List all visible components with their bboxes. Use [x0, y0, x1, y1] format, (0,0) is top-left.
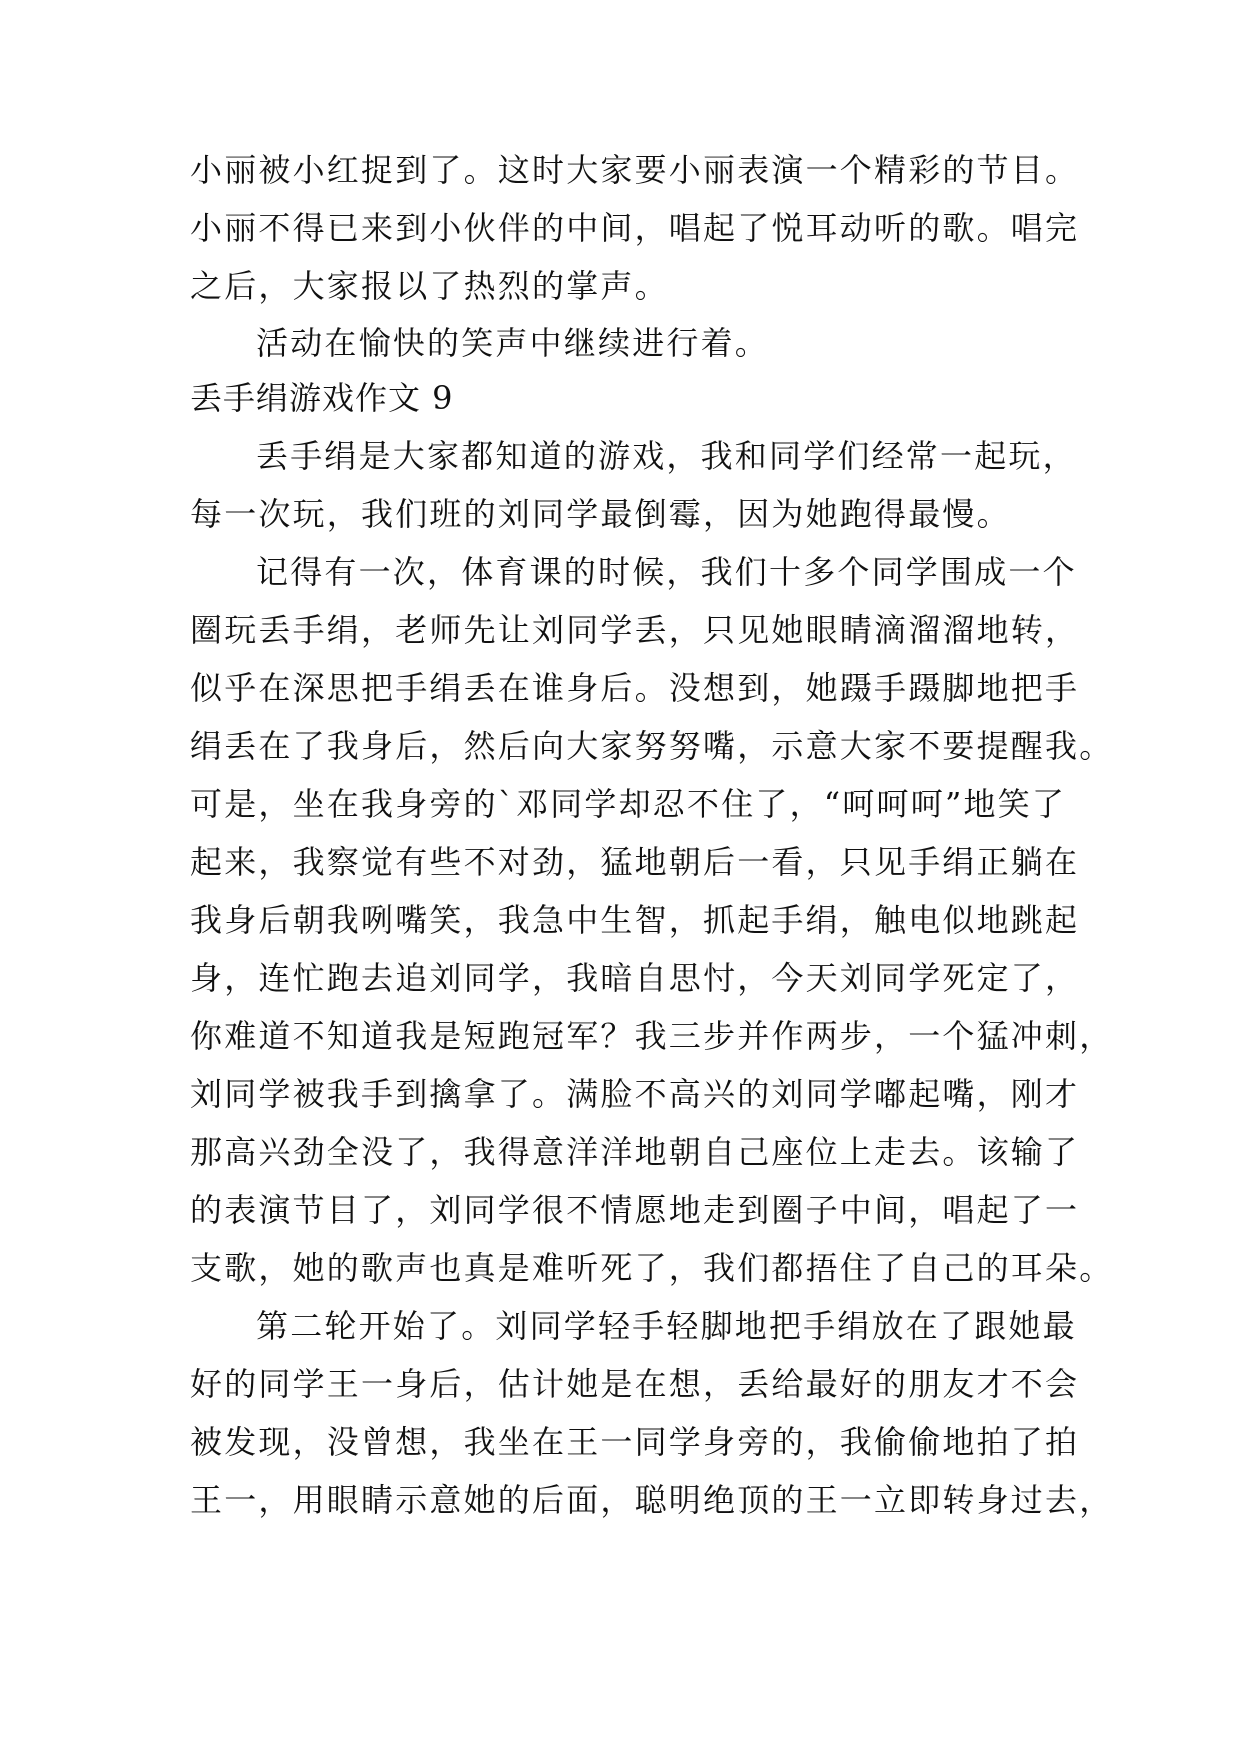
text-line: 支歌，她的歌声也真是难听死了，我们都捂住了自己的耳朵。	[190, 1249, 1114, 1287]
text-line: 记得有一次，体育课的时候，我们十多个同学围成一个	[256, 553, 1077, 591]
text-line: 小丽不得已来到小伙伴的中间，唱起了悦耳动听的歌。唱完	[190, 209, 1080, 247]
text-line: 你难道不知道我是短跑冠军？我三步并作两步，一个猛冲刺，	[190, 1017, 1114, 1055]
text-line: 王一，用眼睛示意她的后面，聪明绝顶的王一立即转身过去，	[190, 1481, 1114, 1519]
text-line: 的表演节目了，刘同学很不情愿地走到圈子中间，唱起了一	[190, 1191, 1080, 1229]
text-line: 圈玩丢手绢，老师先让刘同学丢，只见她眼睛滴溜溜地转，	[190, 611, 1080, 649]
text-line: 第二轮开始了。刘同学轻手轻脚地把手绢放在了跟她最	[256, 1307, 1077, 1345]
text-line: 绢丢在了我身后，然后向大家努努嘴，示意大家不要提醒我。	[190, 727, 1114, 765]
text-line: 之后，大家报以了热烈的掌声。	[190, 267, 669, 305]
text-line: 似乎在深思把手绢丢在谁身后。没想到，她蹑手蹑脚地把手	[190, 669, 1080, 707]
text-line: 刘同学被我手到擒拿了。满脸不高兴的刘同学嘟起嘴，刚才	[190, 1075, 1080, 1113]
text-line: 起来，我察觉有些不对劲，猛地朝后一看，只见手绢正躺在	[190, 843, 1080, 881]
section-heading: 丢手绢游戏作文 9	[190, 379, 454, 417]
text-line: 身，连忙跑去追刘同学，我暗自思忖，今天刘同学死定了，	[190, 959, 1080, 997]
text-line: 那高兴劲全没了，我得意洋洋地朝自己座位上走去。该输了	[190, 1133, 1080, 1171]
text-line: 丢手绢是大家都知道的游戏，我和同学们经常一起玩，	[256, 437, 1077, 475]
text-line: 可是，坐在我身旁的`邓同学却忍不住了，“呵呵呵”地笑了	[190, 785, 1067, 823]
text-line: 活动在愉快的笑声中继续进行着。	[256, 324, 770, 362]
text-line: 小丽被小红捉到了。这时大家要小丽表演一个精彩的节目。	[190, 151, 1080, 189]
text-line: 我身后朝我咧嘴笑，我急中生智，抓起手绢，触电似地跳起	[190, 901, 1080, 939]
text-line: 每一次玩，我们班的刘同学最倒霉，因为她跑得最慢。	[190, 495, 1011, 533]
text-line: 好的同学王一身后，估计她是在想，丢给最好的朋友才不会	[190, 1365, 1080, 1403]
text-line: 被发现，没曾想，我坐在王一同学身旁的，我偷偷地拍了拍	[190, 1423, 1080, 1461]
